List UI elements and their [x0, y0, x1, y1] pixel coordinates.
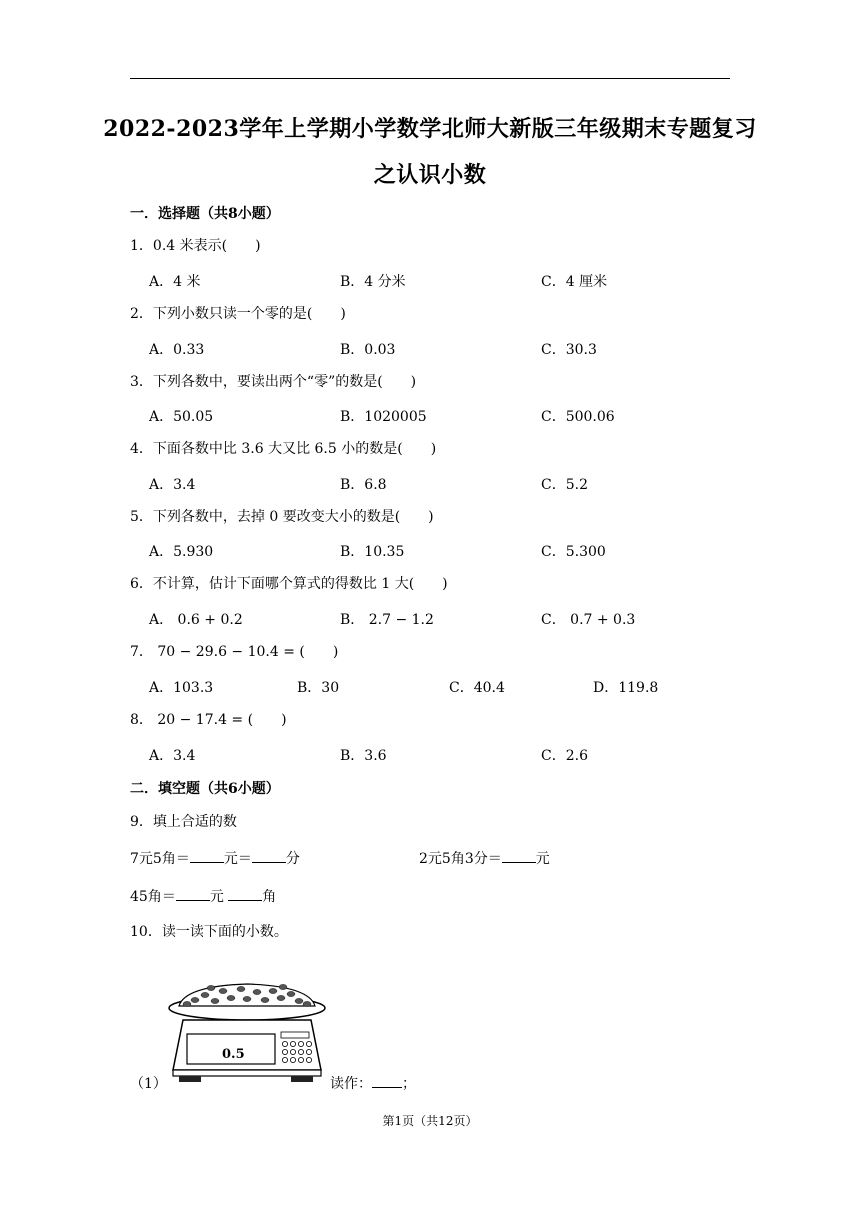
q3-option-a: A．50.05: [149, 409, 214, 425]
read-tail: ；: [402, 1076, 416, 1092]
q7-option-c: C．40.4: [449, 680, 505, 696]
q6-option-b: B． 2.7 − 1.2: [340, 612, 434, 628]
answer-blank[interactable]: [372, 1073, 402, 1088]
page-subtitle: 之认识小数: [373, 162, 487, 188]
section-heading-choice: 一．选择题（共8小题）: [130, 206, 280, 222]
answer-blank[interactable]: [176, 886, 210, 901]
q4-option-b: B．6.8: [340, 477, 387, 493]
section-heading-fill: 二．填空题（共6小题）: [130, 781, 280, 797]
question-2: 2．下列小数只读一个零的是( ): [130, 306, 346, 322]
q9-text: 分: [285, 851, 300, 867]
top-rule: [130, 78, 730, 79]
q6-option-a: A． 0.6 + 0.2: [149, 612, 243, 628]
q2-option-c: C．30.3: [541, 342, 597, 358]
q6-option-c: C． 0.7 + 0.3: [541, 612, 636, 628]
question-10: 10．读一读下面的小数。: [130, 924, 288, 940]
question-5: 5．下列各数中，去掉 0 要改变大小的数是( ): [130, 509, 434, 525]
q10-item-1-read: [330, 1073, 416, 1093]
answer-blank[interactable]: [252, 848, 286, 863]
q7-option-b: B．30: [297, 680, 340, 696]
answer-blank[interactable]: [190, 848, 224, 863]
q3-option-b: B．1020005: [340, 409, 427, 425]
q5-option-b: B．10.35: [340, 544, 405, 560]
q7-option-d: D．119.8: [593, 680, 659, 696]
q8-option-c: C．2.6: [541, 748, 588, 764]
q9-text: 45角＝: [130, 889, 176, 905]
q3-option-c: C．500.06: [541, 409, 615, 425]
q10-item-1-label: （1）: [130, 1076, 167, 1092]
q9-line-1-right: [419, 848, 550, 868]
q4-option-c: C．5.2: [541, 477, 588, 493]
q1-option-c: C．4 厘米: [541, 274, 608, 290]
page-title: 2022-2023学年上学期小学数学北师大新版三年级期末专题复习: [103, 116, 757, 142]
q1-option-b: B．4 分米: [340, 274, 406, 290]
q5-option-c: C．5.300: [541, 544, 606, 560]
q2-option-b: B．0.03: [340, 342, 396, 358]
q9-text: 元: [535, 851, 550, 867]
answer-blank[interactable]: [228, 886, 262, 901]
q9-text: 角: [262, 889, 277, 905]
scale-display-value: 0.5: [222, 1047, 245, 1062]
q2-option-a: A．0.33: [149, 342, 205, 358]
question-7: 7． 70 − 29.6 − 10.4 = ( ): [130, 644, 339, 660]
question-4: 4．下面各数中比 3.6 大又比 6.5 小的数是( ): [130, 441, 437, 457]
q9-text: 元＝: [223, 851, 252, 867]
q9-line-1-left: [130, 848, 300, 868]
scale-illustration: [165, 980, 327, 1086]
answer-blank[interactable]: [502, 848, 536, 863]
q9-text: 2元5角3分＝: [419, 851, 502, 867]
question-3: 3．下列各数中，要读出两个“零”的数是( ): [130, 374, 417, 390]
question-8: 8． 20 − 17.4 = ( ): [130, 712, 287, 728]
question-9: 9．填上合适的数: [130, 814, 237, 830]
q4-option-a: A．3.4: [149, 477, 196, 493]
q8-option-b: B．3.6: [340, 748, 387, 764]
q5-option-a: A．5.930: [149, 544, 214, 560]
q1-option-a: A．4 米: [149, 274, 201, 290]
question-6: 6．不计算，估计下面哪个算式的得数比 1 大( ): [130, 576, 448, 592]
q7-option-a: A．103.3: [149, 680, 214, 696]
q9-text: 元: [209, 889, 224, 905]
question-1: 1．0.4 米表示( ): [130, 238, 261, 254]
q9-text: 7元5角＝: [130, 851, 190, 867]
q8-option-a: A．3.4: [149, 748, 196, 764]
q9-line-2: [130, 886, 276, 906]
read-label: 读作：: [330, 1076, 372, 1092]
page-footer: 第1页（共12页）: [382, 1114, 478, 1128]
